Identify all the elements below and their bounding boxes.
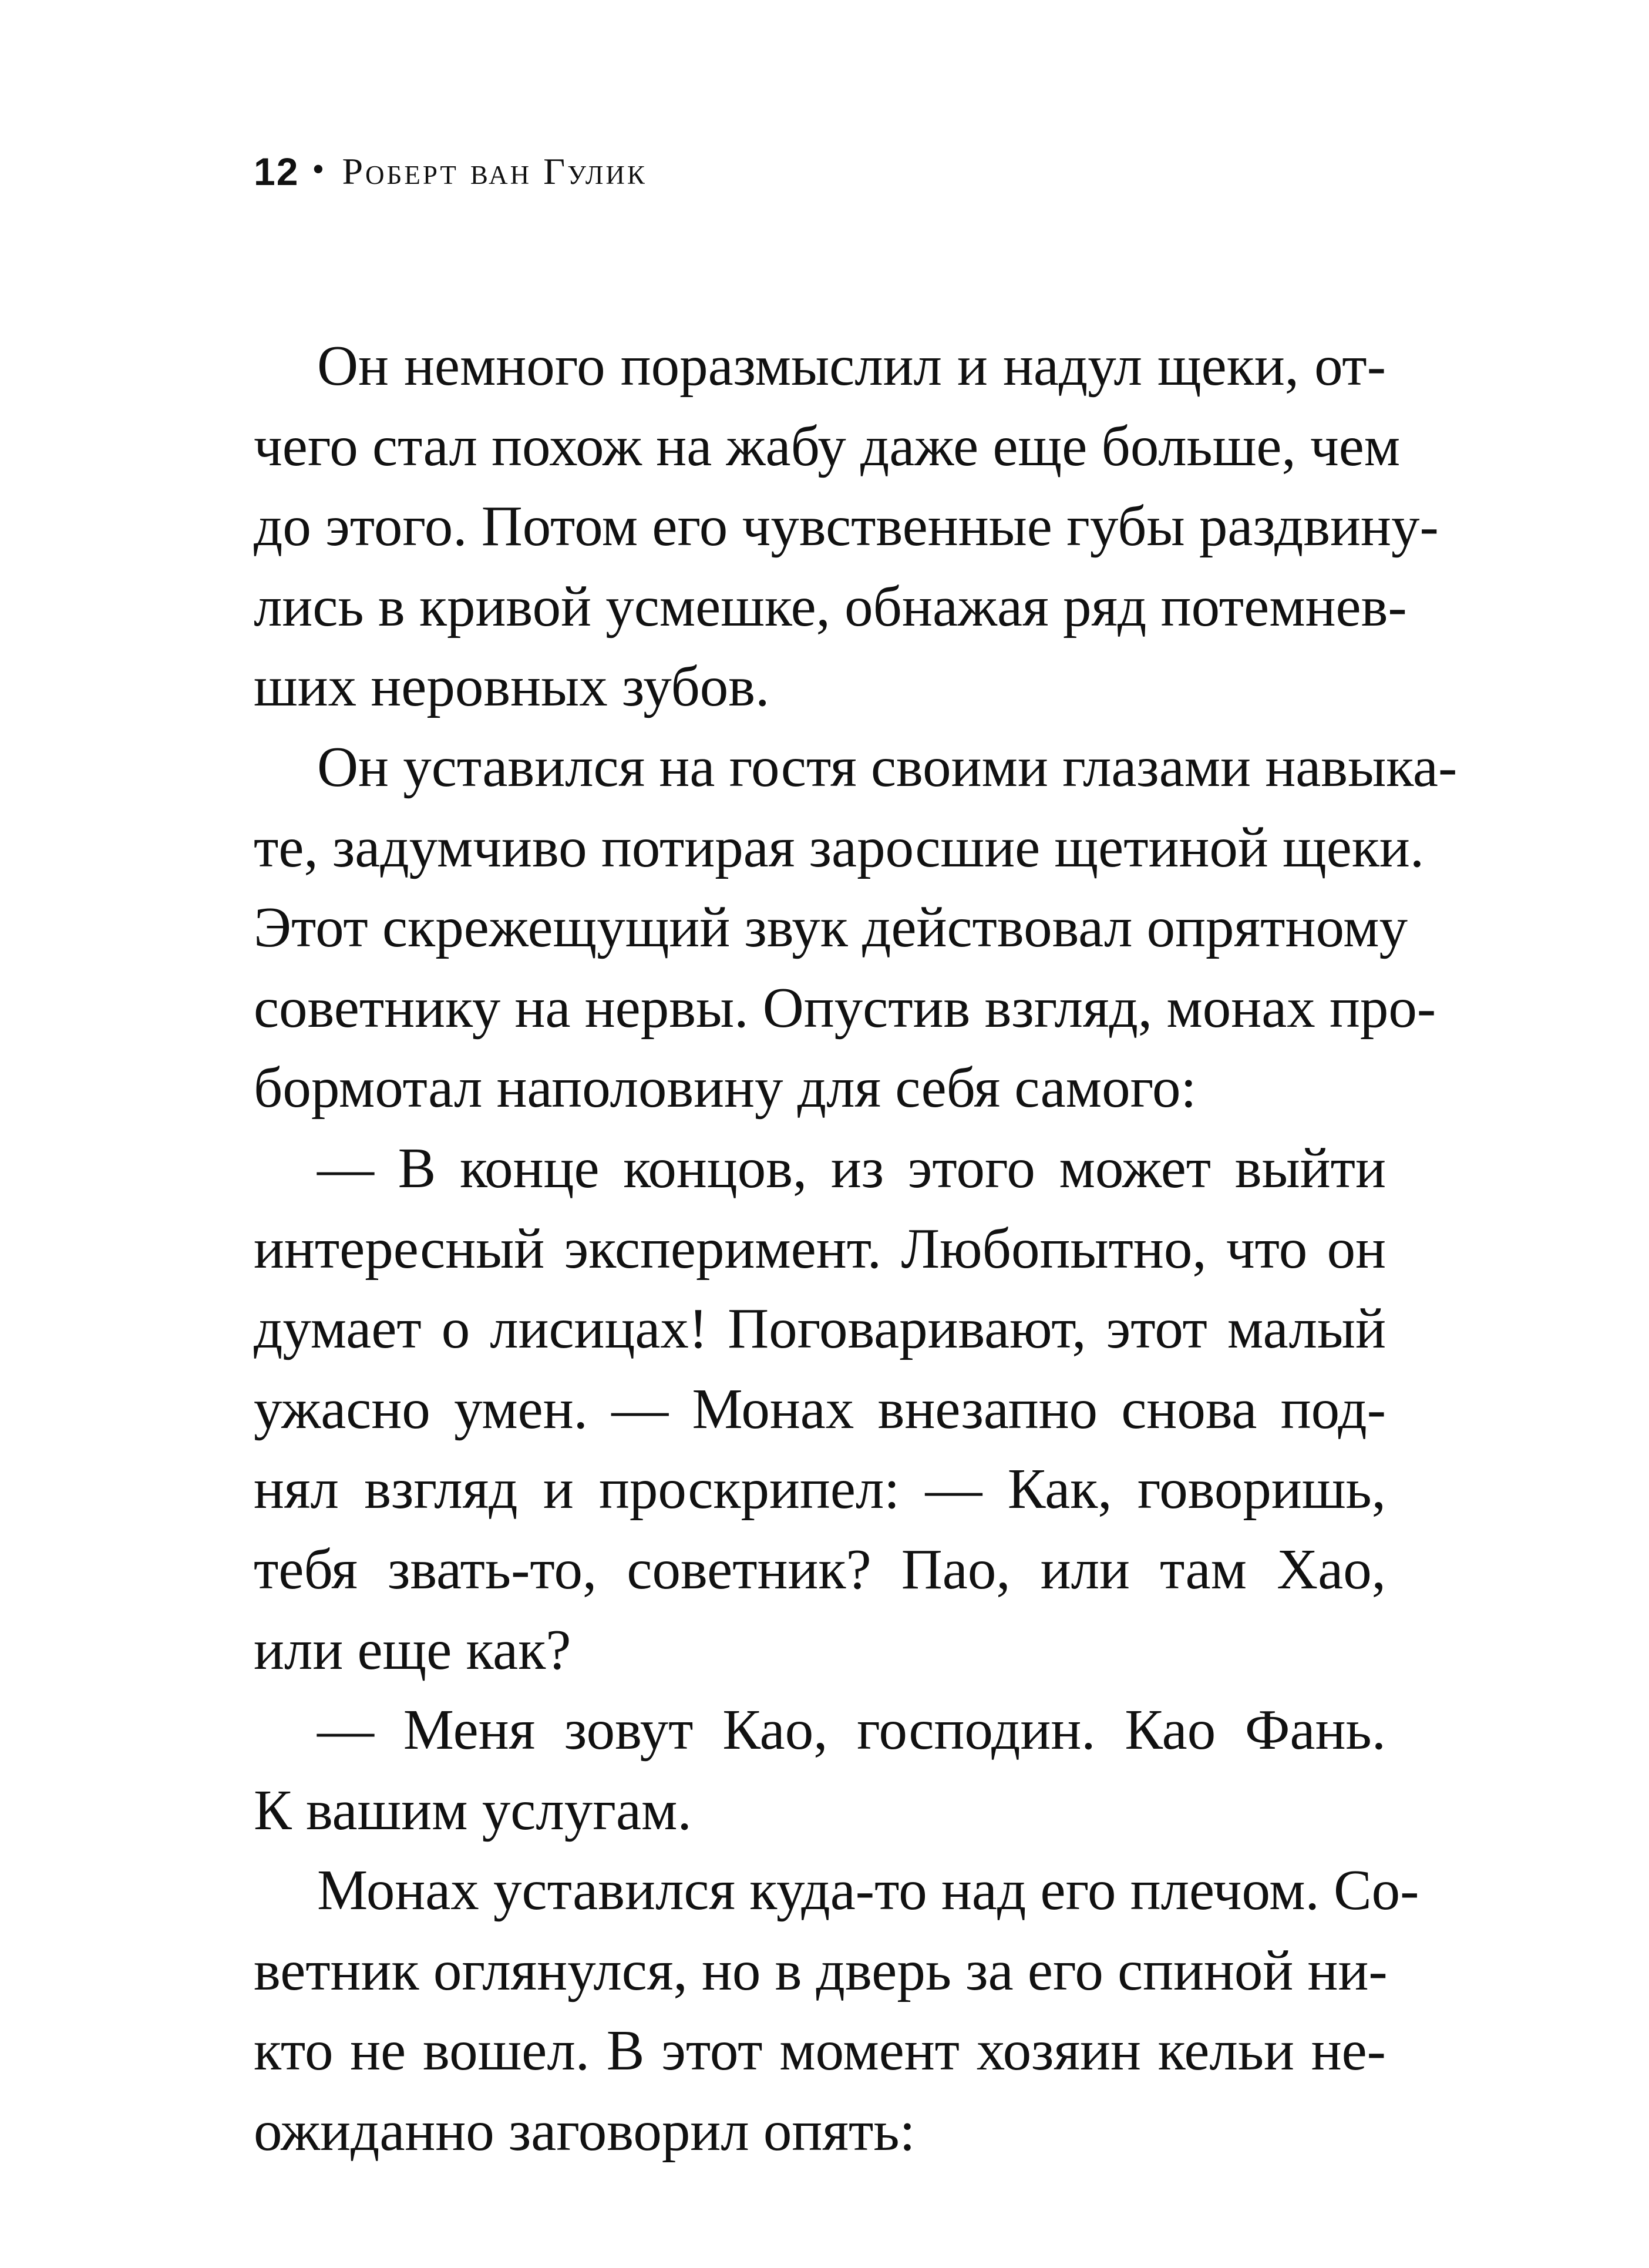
text-line: ожиданно заговорил опять: (254, 2099, 916, 2163)
text-line: кто не вошел. В этот момент хозяин кельи не- (254, 2019, 1386, 2082)
paragraph (254, 1690, 1386, 1850)
text-line: — Меня зовут Као, господин. Као Фань. (317, 1698, 1386, 1762)
text-line: советнику на нервы. Опустив взгляд, монах про- (254, 976, 1436, 1039)
text-line: Этот скрежещущий звук действовал опрятному (254, 896, 1408, 959)
body-text (254, 326, 1458, 2172)
text-line: интересный эксперимент. Любопытно, что он (254, 1217, 1386, 1280)
paragraph (254, 1128, 1386, 1690)
text-line: тебя звать-то, советник? Пао, или там Хао, (254, 1537, 1386, 1601)
text-line: Он немного поразмыслил и надул щеки, от- (317, 334, 1386, 397)
text-line: те, задумчиво потирая заросшие щетиной щеки. (254, 815, 1425, 879)
text-line: нял взгляд и проскрипел: — Как, говоришь, (254, 1457, 1386, 1521)
paragraph (254, 727, 1458, 1128)
text-line: бормотал наполовину для себя самого: (254, 1056, 1197, 1120)
page-number: 12 (254, 150, 299, 193)
text-line: до этого. Потом его чувственные губы раздвину- (254, 495, 1439, 558)
text-line: чего стал похож на жабу даже еще больше, чем (254, 414, 1401, 478)
text-line: ужасно умен. — Монах внезапно снова под- (254, 1377, 1386, 1440)
text-line: Монах уставился куда-то над его плечом. Со- (317, 1859, 1419, 1922)
text-line: или еще как? (254, 1618, 571, 1681)
text-line: думает о лисицах! Поговаривают, этот малый (254, 1297, 1386, 1360)
paragraph (254, 326, 1439, 727)
running-head (254, 148, 647, 195)
paragraph (254, 1850, 1419, 2171)
text-line: лись в кривой усмешке, обнажая ряд потемнев- (254, 574, 1407, 638)
text-line: ших неровных зубов. (254, 655, 770, 718)
text-line: К вашим услугам. (254, 1778, 692, 1842)
text-line: ветник оглянулся, но в дверь за его спиной ни- (254, 1938, 1388, 2002)
header-separator: • (312, 149, 325, 189)
book-author: Роберт ван Гулик (342, 150, 647, 192)
text-line: — В конце концов, из этого может выйти (317, 1136, 1386, 1199)
text-line: Он уставился на гостя своими глазами навыка- (317, 735, 1458, 798)
